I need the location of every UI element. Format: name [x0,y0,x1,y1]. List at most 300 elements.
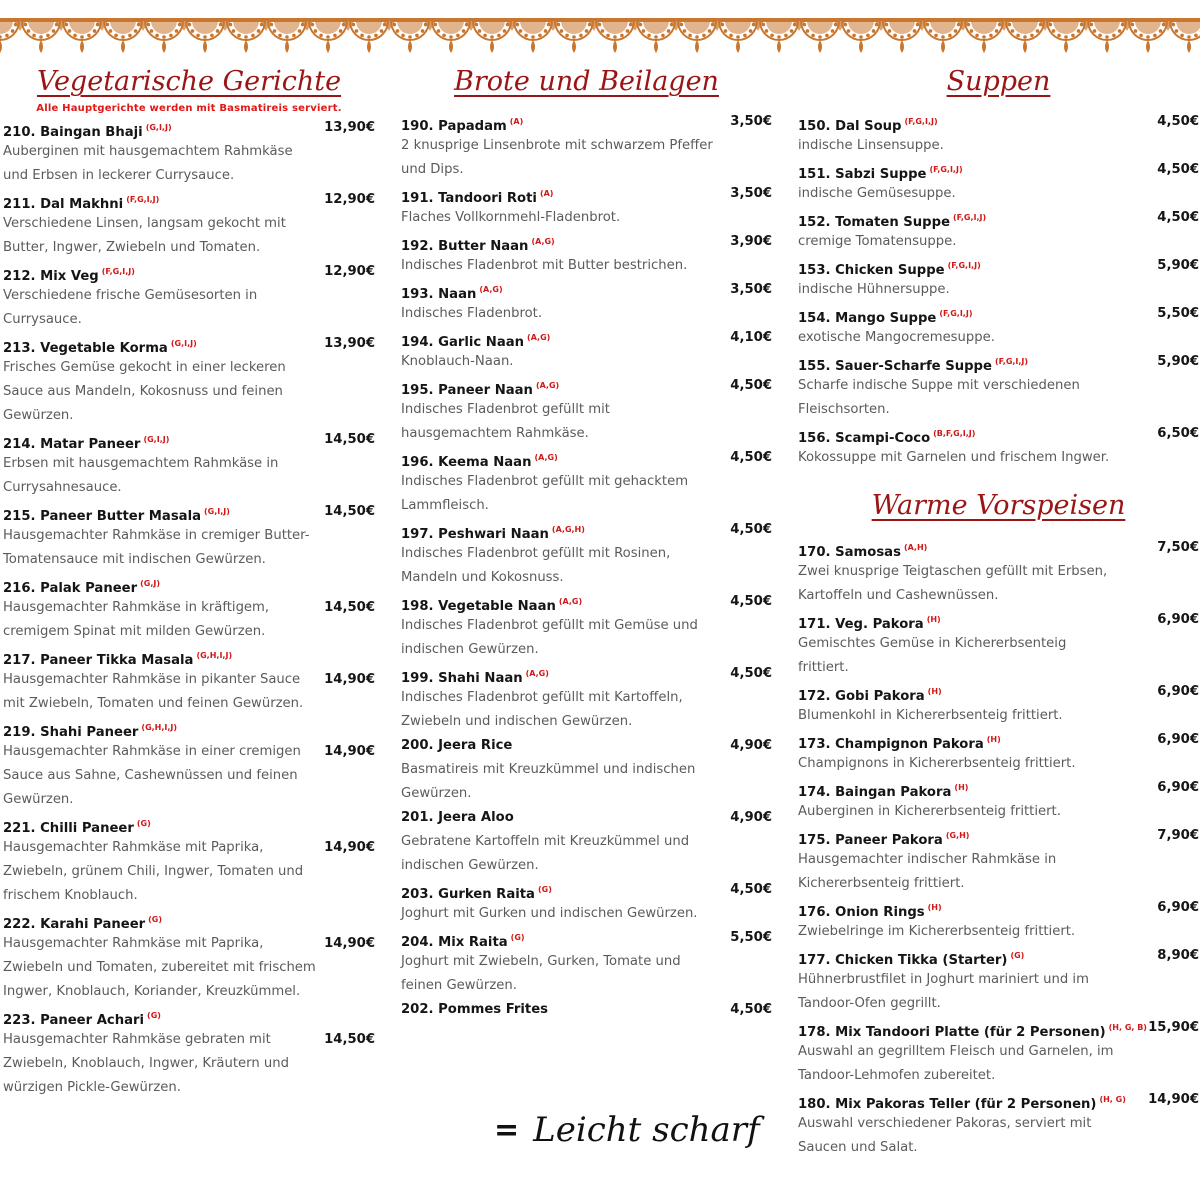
menu-item [3,812,375,908]
menu-item [3,572,375,644]
menu-item-name-line [401,926,772,950]
menu-item-name-line [3,188,375,212]
mandala-motif-icon [1170,21,1200,53]
menu-item-price: 3,90€ [730,234,772,249]
allergen-codes: (H) [986,735,1001,744]
menu-item-name-line [798,776,1199,800]
allergen-codes: (A) [509,117,524,126]
menu-item-description: Zwiebeln, Knoblauch, Ingwer, Kräutern und [3,1056,289,1071]
menu-item-price: 4,90€ [730,738,772,753]
menu-item-description: exotische Mangocremesuppe. [798,330,995,345]
menu-item-description [3,596,375,620]
spicy-legend [494,1100,760,1160]
menu-item-name-line [3,908,375,932]
menu-item [798,896,1199,944]
menu-item-name: 171. Veg. Pakora [798,617,924,632]
menu-item [3,332,375,428]
menu-item-price: 12,90€ [324,264,375,279]
menu-item-name-line [798,206,1199,230]
allergen-codes: (F,G,I,J) [947,261,981,270]
menu-item-description: Gemischtes Gemüse in Kichererbsenteig [798,636,1067,651]
mandala-motif-icon [145,21,190,53]
menu-item-name: 201. Jeera Aloo [401,810,514,825]
menu-item-description: cremigem Spinat mit milden Gewürzen. [3,624,266,639]
menu-item-description: Scharfe indische Suppe mit verschiedenen [798,378,1080,393]
menu-item-description: Verschiedene Linsen, langsam gekocht mit [3,216,286,231]
mandala-motif-icon [309,21,354,53]
menu-item-description: Ingwer, Knoblauch, Koriander, Kreuzkümmel. [3,984,301,999]
menu-item-name-line [401,230,772,254]
menu-item-price: 12,90€ [324,192,375,207]
menu-item-name-line [401,446,772,470]
menu-item-name-line [798,422,1199,446]
menu-item-price: 5,90€ [1157,258,1199,273]
menu-item-name: 214. Matar Paneer [3,437,141,452]
menu-item-name: 192. Butter Naan [401,239,529,254]
menu-item-price: 5,50€ [730,930,772,945]
mandala-motif-icon [924,21,969,53]
menu-item-name: 195. Paneer Naan [401,383,533,398]
menu-item-description: Saucen und Salat. [798,1140,918,1155]
menu-item-name-line [3,428,375,452]
menu-item-name-line [3,332,375,356]
menu-item [798,776,1199,824]
menu-item-price: 5,50€ [1157,306,1199,321]
menu-item [798,680,1199,728]
menu-item-name: 222. Karahi Paneer [3,917,146,932]
menu-item-price: 4,50€ [730,1002,772,1017]
allergen-codes: (F,G,I,J) [953,213,987,222]
mandala-motif-icon [391,21,436,53]
allergen-codes: (A,G) [527,333,551,342]
menu-item-description: Auswahl verschiedener Pakoras, serviert mit [798,1116,1092,1131]
column-breads [401,62,772,1022]
allergen-codes: (F,G,I,J) [929,165,963,174]
menu-item-name-line [401,998,772,1022]
menu-item-name: 203. Gurken Raita [401,887,535,902]
menu-item-name: 202. Pommes Frites [401,1002,549,1017]
menu-item-description [3,740,375,764]
menu-item-description: Indisches Fladenbrot gefüllt mit Gemüse und [401,618,698,633]
menu-item-name-line [401,326,772,350]
menu-item-price: 7,50€ [1157,540,1199,555]
menu-item-description: Verschiedene frische Gemüsesorten in [3,288,258,303]
menu-item-price: 15,90€ [1148,1020,1199,1035]
menu-item [3,188,375,260]
menu-item-description: Sauce aus Mandeln, Kokosnuss und feinen [3,384,283,399]
menu-item-price: 4,50€ [730,594,772,609]
menu-item-description: Gebratene Kartoffeln mit Kreuzkümmel und [401,834,690,849]
allergen-codes: (G,I,J) [204,507,230,516]
menu-item-description: Hausgemachter indischer Rahmkäse in [798,852,1057,867]
allergen-codes: (H) [926,615,941,624]
menu-item-price: 6,90€ [1157,612,1199,627]
menu-item-name: 211. Dal Makhni [3,197,124,212]
menu-item-description: Zwiebeln, grünem Chili, Ingwer, Tomaten und [3,864,304,879]
allergen-codes: (G,I,J) [143,435,170,444]
menu-item-price: 7,90€ [1157,828,1199,843]
menu-item-description: Currysahnesauce. [3,480,122,495]
mandala-motif-icon [760,21,805,53]
menu-item-description: hausgemachtem Rahmkäse. [401,426,589,441]
menu-item-name-line [3,644,375,668]
menu-item-description-text: Hausgemachter Rahmkäse in kräftigem, [3,600,270,615]
menu-item-description: Tomatensauce mit indischen Gewürzen. [3,552,266,567]
allergen-codes: (G,H) [945,831,970,840]
mandala-motif-icon [883,21,928,53]
menu-item-price: 3,50€ [730,186,772,201]
menu-item-name: 223. Paneer Achari [3,1013,145,1028]
menu-list-vegetarian [3,116,375,1100]
menu-item-price: 6,90€ [1157,900,1199,915]
menu-item-name-line [401,278,772,302]
menu-item-name-line [798,944,1199,968]
menu-item-description [3,932,375,956]
menu-item-description: Hühnerbrustfilet in Joghurt mariniert und im [798,972,1089,987]
menu-item [3,116,375,188]
menu-item-price: 14,50€ [324,432,375,447]
menu-item-description: Butter, Ingwer, Zwiebeln und Tomaten. [3,240,261,255]
menu-item-price: 4,50€ [730,450,772,465]
menu-item-description: Currysauce. [3,312,82,327]
menu-item-name: 212. Mix Veg [3,269,99,284]
menu-item-price: 4,50€ [1157,210,1199,225]
menu-item-name: 153. Chicken Suppe [798,263,945,278]
menu-item-name: 198. Vegetable Naan [401,599,556,614]
menu-item [401,878,772,926]
menu-item-description: Kichererbsenteig frittiert. [798,876,965,891]
menu-item-name-line [798,254,1199,278]
menu-item-name-line [401,734,772,758]
menu-item [3,644,375,716]
menu-item-description: Joghurt mit Gurken und indischen Gewürzen. [401,906,698,921]
menu-item-name: 175. Paneer Pakora [798,833,943,848]
mandala-motif-icon [104,21,149,53]
menu-item-price: 4,50€ [1157,162,1199,177]
menu-item-description: Kartoffeln und Cashewnüssen. [798,588,999,603]
allergen-codes: (G) [147,1011,161,1020]
menu-list-soups [798,110,1199,470]
menu-item-name: 170. Samosas [798,545,901,560]
mandala-motif-icon [555,21,600,53]
menu-item [798,302,1199,350]
menu-item-name-line [798,608,1199,632]
menu-item-description: Tandoor-Ofen gegrillt. [798,996,941,1011]
menu-item-description: Hausgemachter Rahmkäse in cremiger Butter- [3,528,310,543]
mandala-motif-icon [842,21,887,53]
mandala-motif-icon [965,21,1010,53]
menu-item [798,110,1199,158]
menu-item-price: 4,50€ [1157,114,1199,129]
menu-item [798,206,1199,254]
menu-item-description [3,668,375,692]
menu-item-description: Auberginen mit hausgemachtem Rahmkäse [3,144,293,159]
menu-item-description: Tandoor-Lehmofen zubereitet. [798,1068,996,1083]
menu-item-name: 172. Gobi Pakora [798,689,925,704]
allergen-codes: (G,J) [140,579,161,588]
allergen-codes: (F,G,I,J) [939,309,973,318]
menu-item-price: 14,90€ [324,672,375,687]
menu-item-name: 152. Tomaten Suppe [798,215,951,230]
menu-item-name-line [3,812,375,836]
mandala-motif-icon [350,21,395,53]
allergen-codes: (F,G,I,J) [126,195,160,204]
menu-item-description: Champignons in Kichererbsenteig frittiert. [798,756,1076,771]
menu-item-price: 4,90€ [730,810,772,825]
menu-item-name-line [798,536,1199,560]
menu-item-name: 210. Baingan Bhaji [3,125,143,140]
menu-item-name-line [798,680,1199,704]
mandala-border-icon [0,0,1200,62]
menu-item [401,926,772,998]
menu-item-description: indische Gemüsesuppe. [798,186,956,201]
menu-item [401,110,772,182]
menu-item-name-line [3,1004,375,1028]
mandala-motif-icon [678,21,723,53]
menu-item [798,158,1199,206]
menu-item [401,518,772,590]
menu-item-price: 5,90€ [1157,354,1199,369]
menu-item-description: Frisches Gemüse gekocht in einer leckeren [3,360,286,375]
mandala-motif-icon [432,21,477,53]
menu-item [401,998,772,1022]
menu-item-name: 194. Garlic Naan [401,335,525,350]
menu-item-description: Knoblauch-Naan. [401,354,514,369]
section-title-starters: Warme Vorspeisen [871,490,1126,521]
menu-item-description: Zwiebeln und indischen Gewürzen. [401,714,633,729]
allergen-codes: (H) [927,903,942,912]
mandala-motif-icon [63,21,108,53]
menu-item [3,260,375,332]
menu-item-price: 4,50€ [730,882,772,897]
menu-item-price: 14,90€ [324,744,375,759]
menu-item-name: 154. Mango Suppe [798,311,937,326]
menu-item-price: 3,50€ [730,114,772,129]
allergen-codes: (G,H,I,J) [141,723,178,732]
allergen-codes: (G) [148,915,163,924]
allergen-codes: (G) [510,933,525,942]
menu-item [3,908,375,1004]
menu-item-description: Indisches Fladenbrot gefüllt mit gehacktem [401,474,689,489]
menu-item-price: 8,90€ [1157,948,1199,963]
menu-item-name-line [401,590,772,614]
menu-item-name: 199. Shahi Naan [401,671,523,686]
mandala-motif-icon [596,21,641,53]
menu-item [798,1016,1199,1088]
menu-item-description: indische Linsensuppe. [798,138,944,153]
menu-item-name-line [3,500,375,524]
decorative-border [0,0,1200,62]
menu-item [798,536,1199,608]
menu-item-name: 177. Chicken Tikka (Starter) [798,953,1008,968]
mandala-motif-icon [227,21,272,53]
menu-item-name-line [3,260,375,284]
menu-item-name-line [3,716,375,740]
mandala-motif-icon [186,21,231,53]
allergen-codes: (G,H,I,J) [196,651,233,660]
menu-item [798,422,1199,470]
menu-item-name: 174. Baingan Pakora [798,785,952,800]
menu-item-name-line [798,824,1199,848]
mandala-motif-icon [514,21,559,53]
menu-item-description: Lammfleisch. [401,498,489,513]
menu-item-name: 215. Paneer Butter Masala [3,509,201,524]
menu-item-price: 3,50€ [730,282,772,297]
menu-item-description-text: Hausgemachter Rahmkäse gebraten mit [3,1032,271,1047]
menu-item-name: 156. Scampi-Coco [798,431,931,446]
menu-item-description-text: Hausgemachter Rahmkäse mit Paprika, [3,840,264,855]
menu-item [3,500,375,572]
menu-item [798,728,1199,776]
section-title-soups: Suppen [946,66,1051,97]
menu-item-name: 151. Sabzi Suppe [798,167,927,182]
mandala-motif-icon [473,21,518,53]
mandala-motif-icon [22,21,67,53]
menu-item-name-line [798,896,1199,920]
menu-item-description: cremige Tomatensuppe. [798,234,957,249]
section-title-vegetarian: Vegetarische Gerichte [36,66,342,97]
menu-item [798,1088,1199,1160]
menu-item-price: 14,50€ [324,504,375,519]
menu-item-description: indischen Gewürzen. [401,642,539,657]
allergen-codes: (A) [539,189,554,198]
menu-item-description: Indisches Fladenbrot gefüllt mit [401,402,610,417]
menu-item-description [3,1028,375,1052]
column-vegetarian [3,62,375,1100]
menu-item [401,662,772,734]
menu-item-name-line [798,1016,1199,1040]
menu-item-price: 13,90€ [324,336,375,351]
mandala-motif-icon [1006,21,1051,53]
mandala-motif-icon [801,21,846,53]
menu-item-name-line [798,728,1199,752]
menu-item-name: 196. Keema Naan [401,455,532,470]
menu-item-name-line [798,110,1199,134]
menu-item-description: Fleischsorten. [798,402,890,417]
menu-item-description: Auswahl an gegrilltem Fleisch und Garnelen, im [798,1044,1114,1059]
menu-item-name: 216. Palak Paneer [3,581,138,596]
menu-item-price: 4,50€ [730,522,772,537]
menu-item-price: 4,10€ [730,330,772,345]
mandala-motif-icon [1088,21,1133,53]
allergen-codes: (G,I,J) [170,339,197,348]
menu-item-description-text: Hausgemachter Rahmkäse in pikanter Sauce [3,672,301,687]
menu-item [401,374,772,446]
menu-item-description-text: Hausgemachter Rahmkäse mit Paprika, [3,936,264,951]
menu-item-description: feinen Gewürzen. [401,978,517,993]
menu-item-name: 193. Naan [401,287,477,302]
menu-item-name: 213. Vegetable Korma [3,341,168,356]
menu-item-description: indische Hühnersuppe. [798,282,950,297]
allergen-codes: (H, G, B) [1108,1023,1147,1032]
menu-item [401,230,772,278]
column-soups [798,62,1199,1160]
allergen-codes: (A,G) [534,453,558,462]
menu-item-description: Gewürzen. [3,408,74,423]
menu-item-name-line [401,878,772,902]
menu-item-price: 6,50€ [1157,426,1199,441]
allergen-codes: (A,G) [531,237,555,246]
menu-item-price: 6,90€ [1157,732,1199,747]
menu-item [401,806,772,878]
mandala-motif-icon [268,21,313,53]
menu-item-description: Joghurt mit Zwiebeln, Gurken, Tomate und [401,954,681,969]
allergen-codes: (B,F,G,I,J) [933,429,976,438]
menu-item-description: Gewürzen. [401,786,472,801]
menu-item-name: 178. Mix Tandoori Platte (für 2 Personen) [798,1025,1106,1040]
menu-item-name-line [401,374,772,398]
allergen-codes: (A,G) [479,285,503,294]
menu-item-name-line [401,110,772,134]
menu-item-price: 13,90€ [324,120,375,135]
menu-item-description: Blumenkohl in Kichererbsenteig frittiert. [798,708,1063,723]
menu-item-name: 217. Paneer Tikka Masala [3,653,194,668]
menu-item-description: Mandeln und Kokosnuss. [401,570,564,585]
menu-item-name: 176. Onion Rings [798,905,925,920]
menu-item-price: 4,50€ [730,378,772,393]
menu-item [401,182,772,230]
menu-item-description: Auberginen in Kichererbsenteig frittiert. [798,804,1061,819]
allergen-codes: (A,G) [535,381,560,390]
menu-item-description [3,836,375,860]
menu-item-name: 197. Peshwari Naan [401,527,549,542]
menu-item-description: Kokossuppe mit Garnelen und frischem Ingwer. [798,450,1110,465]
menu-item-name-line [798,158,1199,182]
legend-label: Leicht scharf [533,1110,760,1150]
menu-item-description: Zwiebelringe im Kichererbsenteig frittiert. [798,924,1076,939]
menu-item [401,326,772,374]
menu-item-description: Zwiebeln und Tomaten, zubereitet mit frischem [3,960,316,975]
menu-item [798,824,1199,896]
menu-item-name: 219. Shahi Paneer [3,725,139,740]
menu-item-description: Indisches Fladenbrot gefüllt mit Rosinen, [401,546,671,561]
section-subtitle-vegetarian: Alle Hauptgerichte werden mit Basmatireis serviert. [36,103,342,114]
menu-item-price: 4,50€ [730,666,772,681]
menu-item-description: Sauce aus Sahne, Cashewnüssen und feinen [3,768,298,783]
menu-item-name-line [401,662,772,686]
menu-item-name-line [798,302,1199,326]
allergen-codes: (G) [136,819,151,828]
menu-item-name: 190. Papadam [401,119,507,134]
menu-item-name-line [401,806,772,830]
menu-item-name-line [3,572,375,596]
menu-item-name-line [798,350,1199,374]
allergen-codes: (F,G,I,J) [904,117,938,126]
menu-item [401,590,772,662]
allergen-codes: (H) [954,783,969,792]
menu-item-description: Indisches Fladenbrot. [401,306,543,321]
menu-list-starters [798,536,1199,1160]
menu-item-description: Basmatireis mit Kreuzkümmel und indischen [401,762,696,777]
menu-item [3,716,375,812]
menu-item-name-line [798,1088,1199,1112]
menu-item-description: Flaches Vollkornmehl-Fladenbrot. [401,210,621,225]
allergen-codes: (A,G,H) [551,525,585,534]
mandala-motif-icon [1047,21,1092,53]
menu-item [401,446,772,518]
menu-item-name: 180. Mix Pakoras Teller (für 2 Personen) [798,1097,1097,1112]
menu-item-description: würzigen Pickle-Gewürzen. [3,1080,181,1095]
menu-item-description: frischem Knoblauch. [3,888,138,903]
menu-item-description: mit Zwiebeln, Tomaten und feinen Gewürzen. [3,696,304,711]
allergen-codes: (F,G,I,J) [994,357,1029,366]
menu-item-description: indischen Gewürzen. [401,858,539,873]
allergen-codes: (G) [1010,951,1025,960]
menu-item-name-line [401,518,772,542]
menu-item [3,1004,375,1100]
mandala-motif-icon [719,21,764,53]
section-title-breads: Brote und Beilagen [454,66,719,97]
